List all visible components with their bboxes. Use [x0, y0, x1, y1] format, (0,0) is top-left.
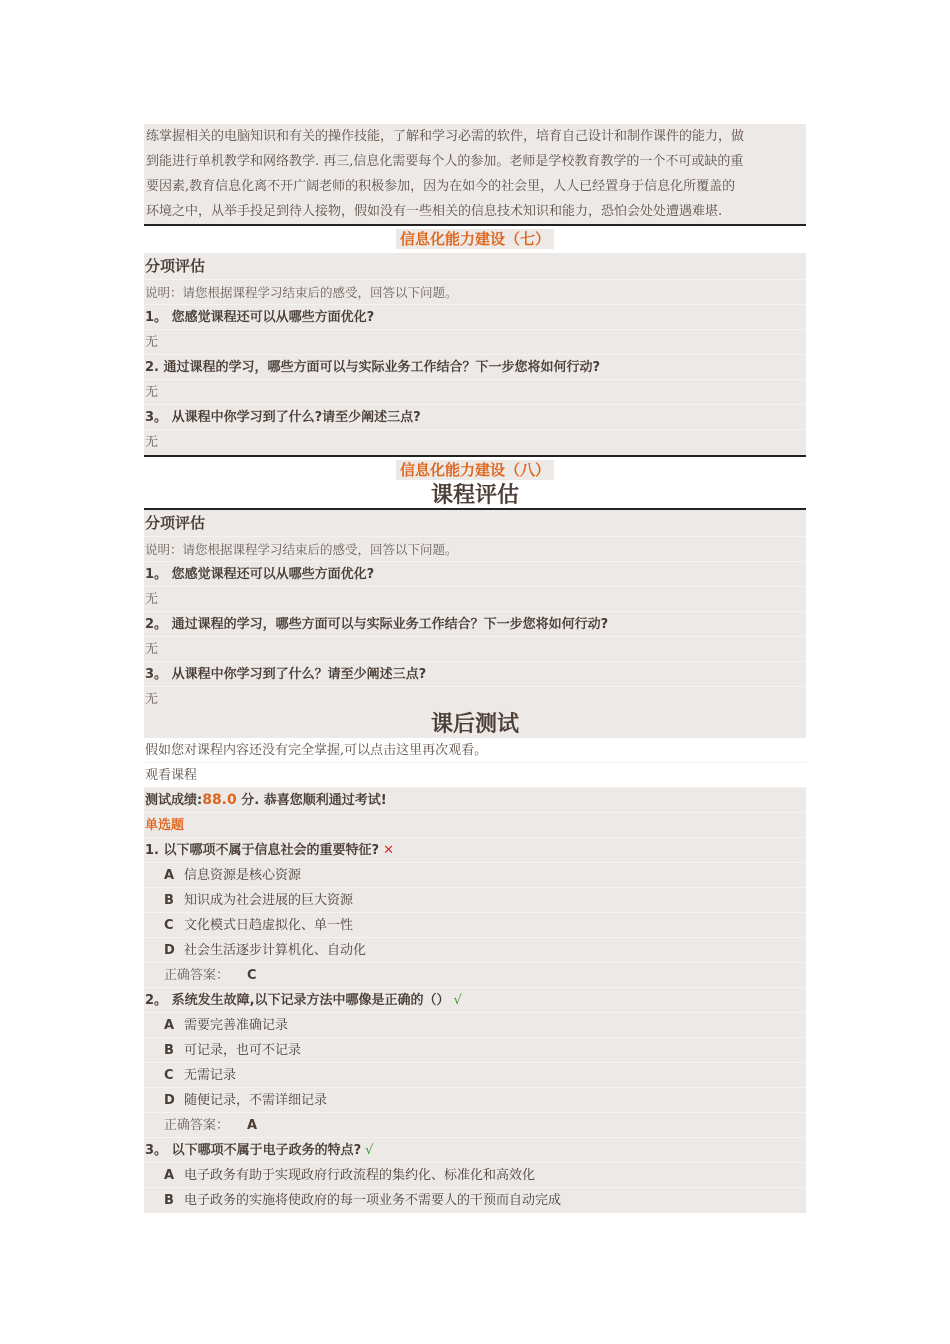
option-text: 无需记录 — [184, 1068, 237, 1083]
instruction-note: 说明：请您根据课程学习结束后的感受，回答以下问题。 — [144, 280, 806, 305]
question: 1。 您感觉课程还可以从哪些方面优化? — [144, 562, 806, 587]
option-letter: C — [164, 1068, 174, 1083]
option-text: 电子政务的实施将使政府的每一项业务不需要人的干预而自动完成 — [184, 1193, 562, 1208]
intro-paragraph — [144, 124, 806, 224]
question-text: 2。 系统发生故障,以下记录方法中哪像是正确的（） — [145, 993, 450, 1008]
question-text: 1. 以下哪项不属于信息社会的重要特征? — [145, 843, 380, 858]
intro-line: 要因素,教育信息化离不开广阔老师的积极参加，因为在如今的社会里，人人已经置身于信息化所覆盖的 — [146, 179, 736, 194]
answer-option — [144, 1063, 806, 1088]
section-8-evaluation — [144, 510, 806, 738]
option-text: 知识成为社会进展的巨大资源 — [184, 893, 354, 908]
option-letter: A — [164, 1018, 175, 1033]
watch-course-link[interactable]: 观看课程 — [144, 763, 806, 788]
section-8-title: 信息化能力建设（八） — [396, 460, 554, 480]
option-text: 社会生活逐步计算机化、自动化 — [184, 943, 367, 958]
answer-option — [144, 1088, 806, 1113]
correct-answer-label: 正确答案： — [164, 968, 230, 983]
intro-line: 练掌握相关的电脑知识和有关的操作技能，了解和学习必需的软件，培育自己设计和制作课件的能力，做 — [146, 129, 745, 144]
test-question — [144, 838, 806, 863]
answer: 无 — [144, 330, 806, 355]
intro-line: 环境之中，从举手投足到待人接物，假如没有一些相关的信息技术知识和能力，恐怕会处处遭遇难堪. — [146, 204, 723, 219]
test-question — [144, 1138, 806, 1163]
answer-option — [144, 938, 806, 963]
question: 3。 从课程中你学习到了什么？请至少阐述三点? — [144, 662, 806, 687]
option-letter: B — [164, 893, 174, 908]
rewatch-hint[interactable]: 假如您对课程内容还没有完全掌握,可以点击这里再次观看。 — [144, 738, 806, 763]
post-test-title: 课后测试 — [430, 712, 519, 737]
correct-answer-label: 正确答案： — [164, 1118, 230, 1133]
option-text: 随便记录，不需详细记录 — [184, 1093, 328, 1108]
score-value: 88.0 — [202, 792, 237, 808]
answer: 无 — [145, 692, 159, 707]
answer-option — [144, 888, 806, 913]
sub-heading: 分项评估 — [144, 510, 806, 537]
wrong-mark-icon: ✕ — [383, 843, 394, 858]
option-text: 信息资源是核心资源 — [184, 868, 302, 883]
answer-option — [144, 1013, 806, 1038]
document-content — [144, 124, 806, 1213]
question: 2。 通过课程的学习，哪些方面可以与实际业务工作结合？下一步您将如何行动? — [144, 612, 806, 637]
correct-answer — [144, 963, 806, 988]
option-letter: A — [164, 1168, 175, 1183]
score-line — [144, 788, 806, 813]
option-letter: D — [164, 1093, 175, 1108]
answer-option — [144, 1038, 806, 1063]
sub-heading: 分项评估 — [144, 253, 806, 280]
test-results — [144, 788, 806, 1213]
section-7-header — [144, 224, 806, 253]
option-letter: A — [164, 868, 175, 883]
answer: 无 — [145, 435, 159, 450]
section-8-header — [144, 455, 806, 484]
option-text: 电子政务有助于实现政府行政流程的集约化、标准化和高效化 — [184, 1168, 536, 1183]
option-text: 需要完善准确记录 — [184, 1018, 289, 1033]
option-letter: B — [164, 1193, 174, 1208]
answer: 无 — [144, 637, 806, 662]
answer-option — [144, 863, 806, 888]
option-letter: B — [164, 1043, 174, 1058]
answer-option — [144, 1163, 806, 1188]
option-letter: D — [164, 943, 175, 958]
score-message: 分. 恭喜您顺利通过考试! — [241, 793, 387, 808]
question: 3。 从课程中你学习到了什么?请至少阐述三点? — [144, 405, 806, 430]
score-label: 测试成绩: — [145, 793, 203, 808]
intro-line: 到能进行单机教学和网络教学. 再三,信息化需要每个人的参加。老师是学校教育教学的一个不可或缺的重 — [146, 154, 744, 169]
question-type-label: 单选题 — [144, 813, 806, 838]
question-text: 3。 以下哪项不属于电子政务的特点? — [145, 1143, 362, 1158]
test-question — [144, 988, 806, 1013]
option-text: 可记录，也可不记录 — [184, 1043, 302, 1058]
answer-option — [144, 913, 806, 938]
course-evaluation-title: 课程评估 — [144, 484, 806, 510]
instruction-note: 说明：请您根据课程学习结束后的感受，回答以下问题。 — [144, 537, 806, 562]
answer-option — [144, 1188, 806, 1213]
option-text: 文化模式日趋虚拟化、单一性 — [184, 918, 354, 933]
option-letter: C — [164, 918, 174, 933]
check-mark-icon: √ — [365, 1143, 374, 1158]
check-mark-icon: √ — [453, 993, 462, 1008]
question: 2. 通过课程的学习，哪些方面可以与实际业务工作结合？下一步您将如何行动? — [144, 355, 806, 380]
answer: 无 — [144, 587, 806, 612]
section-7-title: 信息化能力建设（七） — [396, 229, 554, 249]
correct-answer-value: C — [247, 968, 257, 983]
answer: 无 — [144, 380, 806, 405]
correct-answer-value: A — [247, 1118, 258, 1133]
correct-answer — [144, 1113, 806, 1138]
question: 1。 您感觉课程还可以从哪些方面优化? — [144, 305, 806, 330]
section-7-evaluation — [144, 253, 806, 455]
